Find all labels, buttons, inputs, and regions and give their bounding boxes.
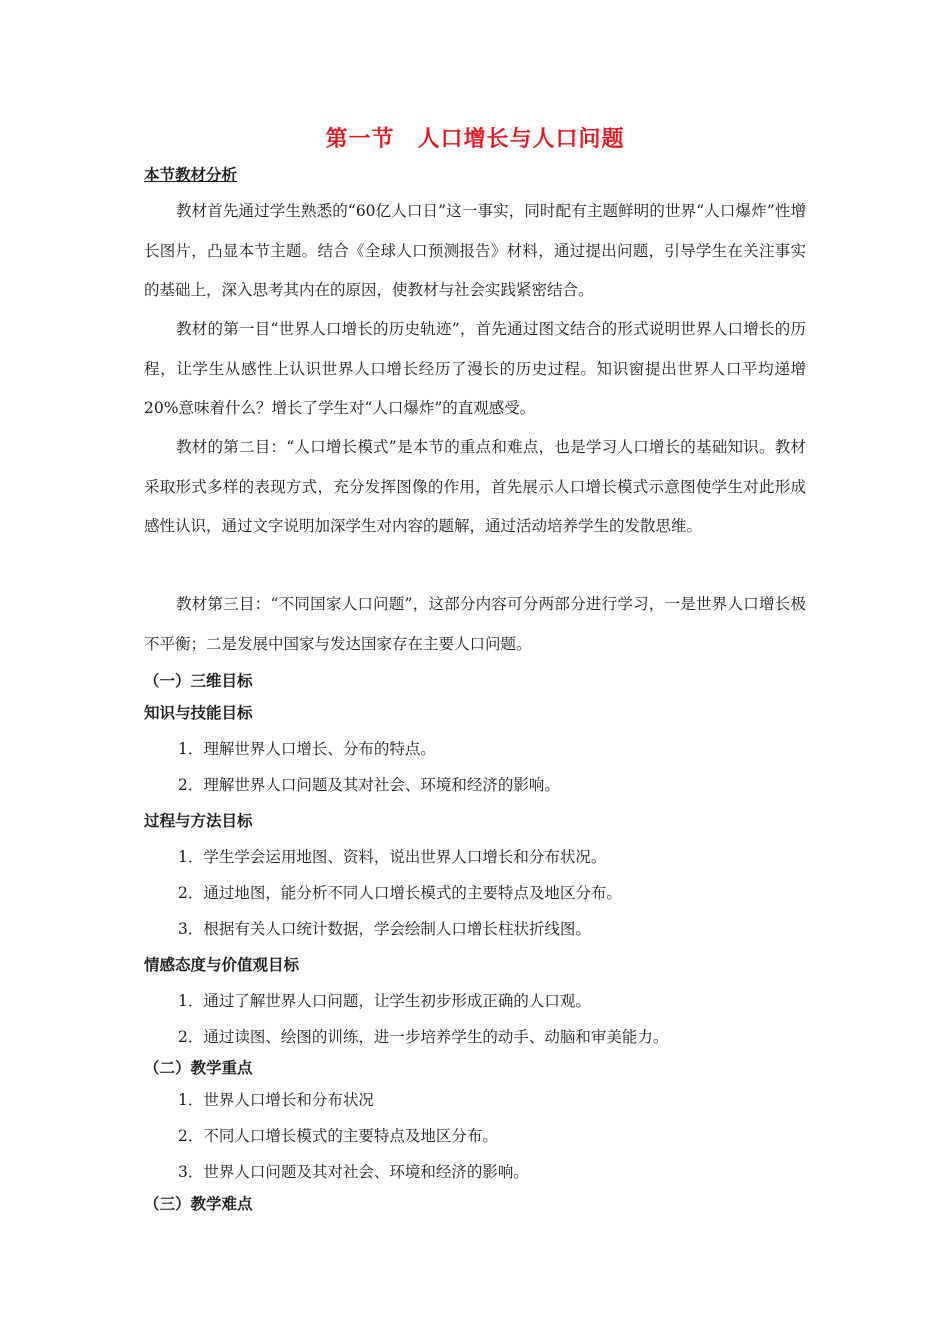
analysis-paragraph-3: 教材的第二目：“人口增长模式”是本节的重点和难点，也是学习人口增长的基础知识。教材采取形式多样的表现方式，充分发挥图像的作用，首先展示人口增长模式示意图使学生对此形成感性认识，通过文字说明加深学生对内容的题解，通过活动培养学生的发散思维。 bbox=[144, 438, 806, 535]
key-point-item: 3．世界人口问题及其对社会、环境和经济的影响。 bbox=[178, 1163, 529, 1181]
key-point-item: 2．不同人口增长模式的主要特点及地区分布。 bbox=[178, 1127, 498, 1145]
analysis-paragraph-4: 教材第三目：“不同国家人口问题”，这部分内容可分两部分进行学习，一是世界人口增长极不平衡；二是发展中国家与发达国家存在主要人口问题。 bbox=[144, 595, 806, 653]
knowledge-goals-heading: 知识与技能目标 bbox=[144, 703, 253, 722]
key-points-heading: （二）教学重点 bbox=[144, 1058, 253, 1077]
process-goals-heading: 过程与方法目标 bbox=[144, 811, 253, 830]
process-goal-item: 2．通过地图，能分析不同人口增长模式的主要特点及地区分布。 bbox=[178, 884, 622, 902]
page-title: 第一节 人口增长与人口问题 bbox=[325, 126, 625, 152]
key-point-item: 1．世界人口增长和分布状况 bbox=[178, 1091, 374, 1109]
knowledge-goal-item: 2．理解世界人口问题及其对社会、环境和经济的影响。 bbox=[178, 776, 560, 794]
emotion-goal-item: 2．通过读图、绘图的训练，进一步培养学生的动手、动脑和审美能力。 bbox=[178, 1028, 669, 1046]
analysis-paragraph-1: 教材首先通过学生熟悉的“60亿人口日”这一事实，同时配有主题鲜明的世界“人口爆炸”性增长图片，凸显本节主题。结合《全球人口预测报告》材料，通过提出问题，引导学生在关注事实的基础上，深入思考其内在的原因，使教材与社会实践紧密结合。 bbox=[144, 202, 806, 299]
emotion-goal-item: 1．通过了解世界人口问题，让学生初步形成正确的人口观。 bbox=[178, 992, 591, 1010]
difficulties-heading: （三）教学难点 bbox=[144, 1194, 253, 1213]
analysis-heading: 本节教材分析 bbox=[144, 165, 238, 184]
knowledge-goal-item: 1．理解世界人口增长、分布的特点。 bbox=[178, 740, 436, 758]
process-goal-item: 1．学生学会运用地图、资料，说出世界人口增长和分布状况。 bbox=[178, 848, 607, 866]
analysis-paragraph-2: 教材的第一目“世界人口增长的历史轨迹”，首先通过图文结合的形式说明世界人口增长的历程，让学生从感性上认识世界人口增长经历了漫长的历史过程。知识窗提出世界人口平均递增20%意味着什么？增长了学生对“人口爆炸”的直观感受。 bbox=[144, 320, 806, 417]
goals-heading: （一）三维目标 bbox=[144, 671, 253, 690]
emotion-goals-heading: 情感态度与价值观目标 bbox=[144, 955, 300, 974]
process-goal-item: 3．根据有关人口统计数据，学会绘制人口增长柱状折线图。 bbox=[178, 920, 591, 938]
